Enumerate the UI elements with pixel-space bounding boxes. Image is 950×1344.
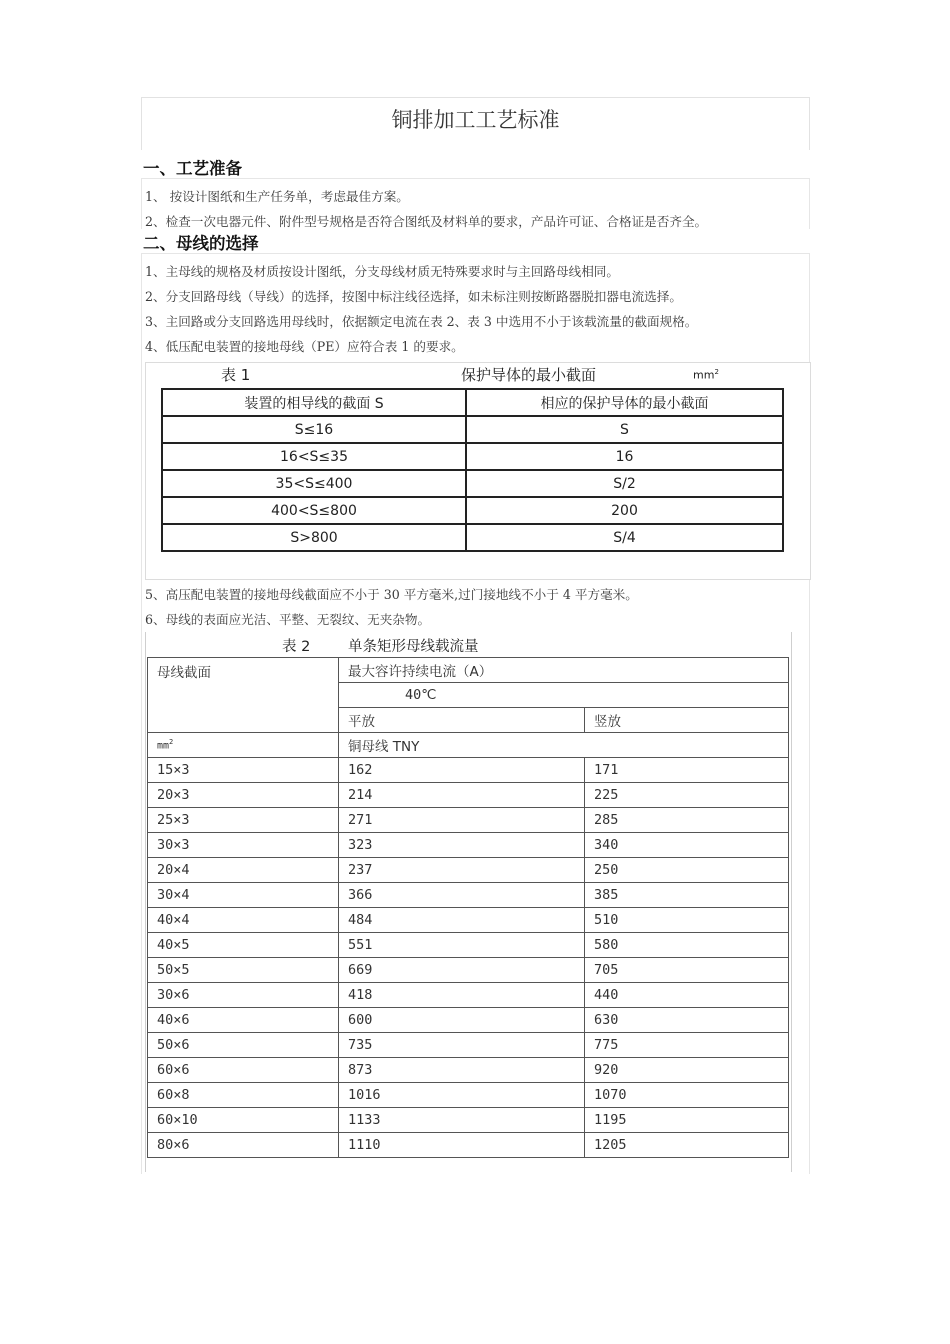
table2-header-row <box>148 733 789 758</box>
table2-unit-text: mm <box>157 740 170 752</box>
table1-unit-text: mm <box>693 368 715 382</box>
busbar-size-cell: 40×6 <box>148 1008 339 1033</box>
table2-flat-header: 平放 <box>339 708 585 733</box>
table-row <box>162 470 783 497</box>
vertical-current-cell: 171 <box>585 758 789 783</box>
table-row <box>148 1133 789 1158</box>
table2-unit-sup: 2 <box>169 738 174 747</box>
table1-cell: S>800 <box>162 524 466 551</box>
busbar-size-cell: 60×6 <box>148 1058 339 1083</box>
busbar-size-cell: 80×6 <box>148 1133 339 1158</box>
vertical-current-cell: 510 <box>585 908 789 933</box>
busbar-size-cell: 50×5 <box>148 958 339 983</box>
vertical-current-cell: 705 <box>585 958 789 983</box>
table1-header-row <box>162 389 783 416</box>
flat-current-cell: 600 <box>339 1008 585 1033</box>
paragraph-line: 4、低压配电装置的接地母线（PE）应符合表 1 的要求。 <box>145 339 464 354</box>
vertical-current-cell: 285 <box>585 808 789 833</box>
vertical-current-cell: 440 <box>585 983 789 1008</box>
busbar-size-cell: 25×3 <box>148 808 339 833</box>
table1-cell: 16<S≤35 <box>162 443 466 470</box>
table1-title: 保护导体的最小截面 <box>461 366 597 384</box>
busbar-size-cell: 30×3 <box>148 833 339 858</box>
table-row <box>162 443 783 470</box>
table1 <box>161 388 784 552</box>
busbar-size-cell: 60×8 <box>148 1083 339 1108</box>
flat-current-cell: 873 <box>339 1058 585 1083</box>
flat-current-cell: 214 <box>339 783 585 808</box>
busbar-size-cell: 60×10 <box>148 1108 339 1133</box>
table-row <box>148 1033 789 1058</box>
paragraph-line: 2、分支回路母线（导线）的选择，按图中标注线径选择，如未标注则按断路器脱扣器电流选择。 <box>145 289 682 304</box>
flat-current-cell: 1133 <box>339 1108 585 1133</box>
table1-cell: S≤16 <box>162 416 466 443</box>
flat-current-cell: 237 <box>339 858 585 883</box>
table-row <box>148 858 789 883</box>
table-row <box>148 808 789 833</box>
table2-unit <box>148 733 339 758</box>
busbar-size-cell: 30×6 <box>148 983 339 1008</box>
table2-material: 铜母线 TNY <box>339 733 789 758</box>
table-row <box>148 958 789 983</box>
paragraph-line: 1、 按设计图纸和生产任务单，考虑最佳方案。 <box>145 189 409 204</box>
table1-label: 表 1 <box>221 366 251 384</box>
table1-cell: 16 <box>466 443 783 470</box>
table-row <box>148 933 789 958</box>
table1-header-cell: 相应的保护导体的最小截面 <box>466 389 783 416</box>
table-row <box>148 783 789 808</box>
vertical-current-cell: 775 <box>585 1033 789 1058</box>
flat-current-cell: 551 <box>339 933 585 958</box>
paragraph-line: 1、主母线的规格及材质按设计图纸，分支母线材质无特殊要求时与主回路母线相同。 <box>145 264 619 279</box>
flat-current-cell: 669 <box>339 958 585 983</box>
busbar-size-cell: 15×3 <box>148 758 339 783</box>
table2-temperature: 40℃ <box>339 683 789 708</box>
busbar-size-cell: 30×4 <box>148 883 339 908</box>
paragraph-line: 6、母线的表面应光洁、平整、无裂纹、无夹杂物。 <box>145 612 431 627</box>
table-row <box>148 1083 789 1108</box>
table2-body <box>148 758 789 1158</box>
paragraph-line: 2、检查一次电器元件、附件型号规格是否符合图纸及材料单的要求，产品许可证、合格证是否齐全。 <box>145 214 708 229</box>
table-row <box>162 416 783 443</box>
table1-unit <box>693 368 719 382</box>
flat-current-cell: 1110 <box>339 1133 585 1158</box>
table-row <box>162 524 783 551</box>
table1-cell: S/2 <box>466 470 783 497</box>
flat-current-cell: 162 <box>339 758 585 783</box>
table1-cell: S/4 <box>466 524 783 551</box>
busbar-size-cell: 40×4 <box>148 908 339 933</box>
vertical-current-cell: 225 <box>585 783 789 808</box>
table1-cell: 400<S≤800 <box>162 497 466 524</box>
table1-cell: 200 <box>466 497 783 524</box>
table2-col-header: 母线截面 <box>148 658 339 733</box>
table2 <box>147 657 789 1158</box>
table-row <box>148 1008 789 1033</box>
table-row <box>148 983 789 1008</box>
section-heading-preparation: 一、工艺准备 <box>143 159 242 178</box>
section-heading-busbar-selection: 二、母线的选择 <box>143 234 259 253</box>
table1-unit-sup: 2 <box>714 368 719 376</box>
table2-label: 表 2 <box>282 639 311 655</box>
table2-header-row <box>148 658 789 683</box>
vertical-current-cell: 1070 <box>585 1083 789 1108</box>
table1-header-cell: 装置的相导线的截面 S <box>162 389 466 416</box>
busbar-size-cell: 50×6 <box>148 1033 339 1058</box>
table-row <box>148 833 789 858</box>
table2-vertical-header: 竖放 <box>585 708 789 733</box>
flat-current-cell: 323 <box>339 833 585 858</box>
title-box <box>141 97 810 150</box>
flat-current-cell: 418 <box>339 983 585 1008</box>
table-row <box>148 1108 789 1133</box>
table1-cell: 35<S≤400 <box>162 470 466 497</box>
vertical-current-cell: 385 <box>585 883 789 908</box>
flat-current-cell: 1016 <box>339 1083 585 1108</box>
vertical-current-cell: 1195 <box>585 1108 789 1133</box>
table2-title: 单条矩形母线载流量 <box>348 639 479 655</box>
table-row <box>148 908 789 933</box>
paragraph-line: 3、主回路或分支回路选用母线时，依据额定电流在表 2、表 3 中选用不小于该载流量的截面规格。 <box>145 314 698 329</box>
document-title: 铜排加工工艺标准 <box>391 108 560 132</box>
table-row <box>148 1058 789 1083</box>
paragraph-line: 5、高压配电装置的接地母线截面应不小于 30 平方毫米,过门接地线不小于 4 平方毫米。 <box>145 587 638 602</box>
vertical-current-cell: 920 <box>585 1058 789 1083</box>
flat-current-cell: 271 <box>339 808 585 833</box>
vertical-current-cell: 630 <box>585 1008 789 1033</box>
vertical-current-cell: 250 <box>585 858 789 883</box>
flat-current-cell: 735 <box>339 1033 585 1058</box>
table1-cell: S <box>466 416 783 443</box>
vertical-current-cell: 1205 <box>585 1133 789 1158</box>
vertical-current-cell: 580 <box>585 933 789 958</box>
busbar-size-cell: 20×4 <box>148 858 339 883</box>
table-row <box>148 758 789 783</box>
table-row <box>162 497 783 524</box>
table2-max-current-header: 最大容许持续电流（A） <box>339 658 789 683</box>
busbar-size-cell: 20×3 <box>148 783 339 808</box>
busbar-size-cell: 40×5 <box>148 933 339 958</box>
flat-current-cell: 484 <box>339 908 585 933</box>
vertical-current-cell: 340 <box>585 833 789 858</box>
flat-current-cell: 366 <box>339 883 585 908</box>
table-row <box>148 883 789 908</box>
